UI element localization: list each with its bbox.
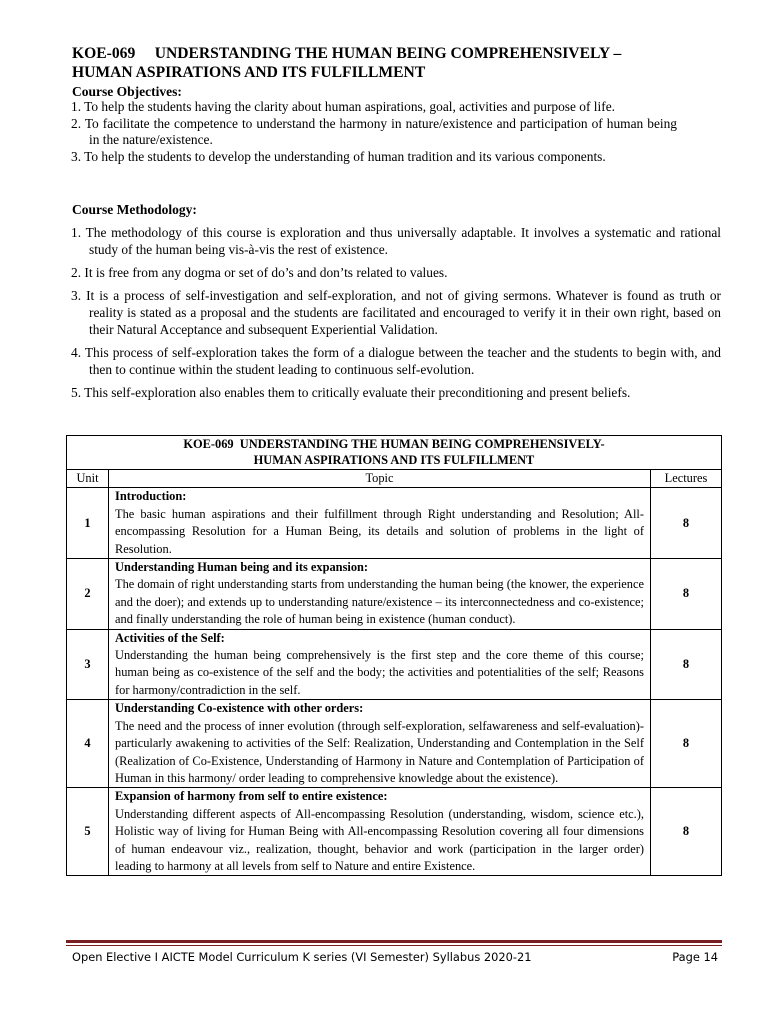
header-topic: Topic xyxy=(109,470,651,488)
table-header-row xyxy=(67,470,722,488)
course-title-line-1: KOE-069 UNDERSTANDING THE HUMAN BEING COMPREHENSIVELY – xyxy=(72,45,622,62)
lecture-count: 8 xyxy=(651,788,722,876)
table-row xyxy=(67,488,722,559)
topic-cell xyxy=(109,788,651,876)
unit-number: 5 xyxy=(67,788,109,876)
topic-heading: Expansion of harmony from self to entire existence: xyxy=(115,789,388,804)
lecture-count: 8 xyxy=(651,488,722,559)
footer-curriculum-text: Open Elective I AICTE Model Curriculum K series (VI Semester) Syllabus 2020-21 xyxy=(72,950,532,964)
topic-heading: Understanding Human being and its expansion: xyxy=(115,560,369,575)
topic-body: Understanding the human being comprehensively is the first step and the core theme of this course; human being as co-existence of the self and the body; the activities and potentialities of the self; Reasons for harmony/contradiction in the self. xyxy=(115,648,644,697)
methodology-item-2: 2. It is free from any dogma or set of do’s and don’ts related to values. xyxy=(71,265,448,280)
topic-heading: Activities of the Self: xyxy=(115,630,225,645)
unit-number: 2 xyxy=(67,559,109,630)
footer-rule-thick xyxy=(66,940,722,943)
topic-cell xyxy=(109,488,651,559)
table-row xyxy=(67,700,722,788)
syllabus-table xyxy=(66,435,722,876)
topic-cell xyxy=(109,629,651,700)
lecture-count: 8 xyxy=(651,700,722,788)
table-title-line-1: KOE-069 UNDERSTANDING THE HUMAN BEING COMPREHENSIVELY- xyxy=(183,437,605,451)
lecture-count: 8 xyxy=(651,559,722,630)
objectives-heading: Course Objectives: xyxy=(72,84,182,99)
unit-number: 3 xyxy=(67,629,109,700)
objective-item-2: 2. To facilitate the competence to understand the harmony in nature/existence and participation of human being in the nature/existence. xyxy=(71,115,677,148)
methodology-item-5: 5. This self-exploration also enables them to critically evaluate their preconditioning and present beliefs. xyxy=(71,385,631,400)
topic-heading: Understanding Co-existence with other orders: xyxy=(115,701,364,716)
page-number: Page 14 xyxy=(672,950,718,964)
table-row xyxy=(67,629,722,700)
table-row xyxy=(67,559,722,630)
objective-item-3: 3. To help the students to develop the understanding of human tradition and its various components. xyxy=(71,148,606,164)
footer-rule-thin xyxy=(66,945,722,946)
methodology-heading: Course Methodology: xyxy=(72,202,197,217)
methodology-list xyxy=(71,224,721,401)
objective-item-1: 1. To help the students having the clarity about human aspirations, goal, activities and purpose of life. xyxy=(71,99,615,114)
topic-cell xyxy=(109,559,651,630)
table-title xyxy=(67,436,722,470)
unit-number: 4 xyxy=(67,700,109,788)
table-row xyxy=(67,788,722,876)
methodology-item-1: 1. The methodology of this course is exploration and thus universally adaptable. It involves a systematic and rational study of the human being vis-à-vis the rest of existence. xyxy=(71,225,721,257)
header-lectures: Lectures xyxy=(651,470,722,488)
unit-number: 1 xyxy=(67,488,109,559)
topic-body: The domain of right understanding starts from understanding the human being (the knower, the experience and the doer); and extends up to understanding nature/existence – its interconnectedness and co-existence; and finally understanding the role of human being in existence (human conduct). xyxy=(115,577,644,627)
course-title xyxy=(72,44,722,82)
topic-heading: Introduction: xyxy=(115,489,187,504)
table-title-line-2: HUMAN ASPIRATIONS AND ITS FULFILLMENT xyxy=(253,452,535,467)
methodology-item-3: 3. It is a process of self-investigation and self-exploration, and not of giving sermons. Whatever is found as truth or reality is stated as a proposal and the students are facilitated and encouraged to verify it in their own right, based on their Natural Acceptance and subsequent Experiential Validation. xyxy=(71,288,721,337)
header-unit: Unit xyxy=(67,470,109,488)
lecture-count: 8 xyxy=(651,629,722,700)
topic-cell xyxy=(109,700,651,788)
methodology-item-4: 4. This process of self-exploration takes the form of a dialogue between the teacher and the students to begin with, and then to continue within the student leading to continuous self-evolution. xyxy=(71,345,721,377)
topic-body: The need and the process of inner evolution (through self-exploration, selfawareness and self-evaluation)- particularly awakening to activities of the Self: Realization, Understanding and Contemplation in the Self (Realization of Co-Existence, Understanding of Harmony in Nature and Contemplation of Participation of Human in this harmony/ order leading to comprehensive knowledge about the existence). xyxy=(115,718,644,785)
topic-body: Understanding different aspects of All-encompassing Resolution (understanding, wisdom, science etc.), Holistic way of living for Human Being with All-encompassing Resolution covering all four dimensions of human endeavour viz., realization, thought, behavior and work (participation in the larger order) leading to harmony at all levels from self to Nature and entire Existence. xyxy=(115,806,644,873)
course-title-line-2: HUMAN ASPIRATIONS AND ITS FULFILLMENT xyxy=(72,64,426,81)
objectives-list xyxy=(71,99,677,165)
topic-body: The basic human aspirations and their fulfillment through Right understanding and Resolution; All-encompassing Resolution for a Human Being, its details and solution of problems in the light of Resolution. xyxy=(115,506,644,556)
